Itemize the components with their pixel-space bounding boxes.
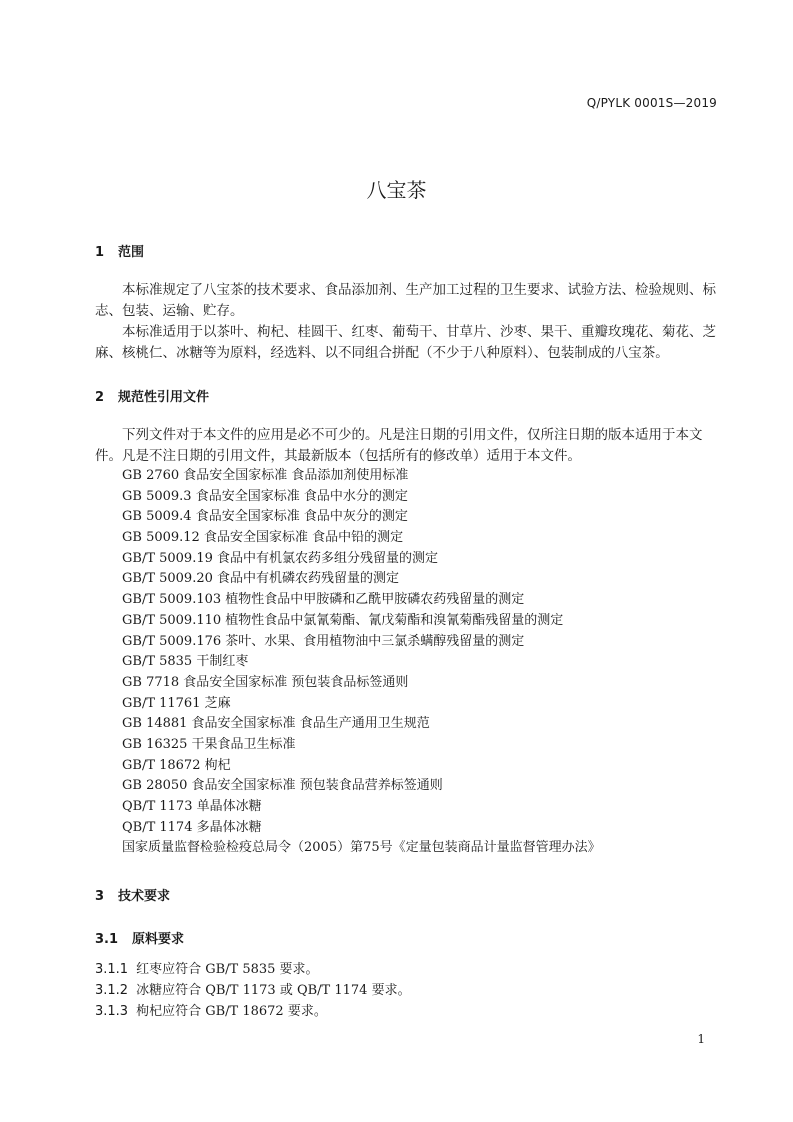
clause-3-1-2 [95, 979, 411, 998]
page-number: 1 [697, 1032, 705, 1046]
subsection-title: 原料要求 [132, 932, 185, 947]
clause-number: 3.1.3 [95, 1004, 129, 1019]
clause-text: 枸杞应符合 GB/T 18672 要求。 [136, 1004, 327, 1019]
reference-item: GB/T 5009.20 食品中有机磷农药残留量的测定 [122, 571, 400, 587]
references-intro: 下列文件对于本文件的应用是必不可少的。凡是注日期的引用文件，仅所注日期的版本适用于本文件。凡是不注日期的引用文件，其最新版本（包括所有的修改单）适用于本文件。 [95, 427, 703, 464]
section-title: 技术要求 [118, 889, 171, 904]
reference-item: GB/T 18672 枸杞 [122, 757, 231, 773]
section-3-heading [95, 885, 170, 904]
section-2-heading [95, 386, 209, 405]
reference-item: GB/T 5009.110 植物性食品中氯氰菊酯、氰戊菊酯和溴氰菊酯残留量的测定 [122, 612, 564, 628]
reference-item: GB 5009.4 食品安全国家标准 食品中灰分的测定 [122, 509, 408, 525]
scope-paragraph-1: 本标准规定了八宝茶的技术要求、食品添加剂、生产加工过程的卫生要求、试验方法、检验规则、标志、包装、运输、贮存。 [95, 282, 716, 319]
document-title: 八宝茶 [366, 178, 427, 202]
clause-text: 红枣应符合 GB/T 5835 要求。 [136, 962, 319, 977]
reference-list [122, 466, 601, 859]
clause-3-1-3 [95, 1000, 327, 1019]
reference-item: GB 16325 干果食品卫生标准 [122, 736, 296, 752]
reference-item: GB 2760 食品安全国家标准 食品添加剂使用标准 [122, 468, 409, 483]
reference-item: GB 5009.3 食品安全国家标准 食品中水分的测定 [122, 488, 408, 504]
section-1-heading [95, 241, 144, 260]
reference-item: QB/T 1174 多晶体冰糖 [122, 819, 262, 835]
reference-item: GB 7718 食品安全国家标准 预包装食品标签通则 [122, 674, 409, 690]
clause-number: 3.1.1 [95, 962, 129, 977]
reference-item: GB 14881 食品安全国家标准 食品生产通用卫生规范 [122, 716, 430, 732]
subsection-3-1-heading [95, 928, 184, 947]
clause-3-1-1 [95, 958, 319, 977]
reference-item: 国家质量监督检验检疫总局令（2005）第75号《定量包装商品计量监督管理办法》 [122, 840, 601, 856]
section-title: 规范性引用文件 [118, 390, 210, 405]
clause-number: 3.1.2 [95, 983, 129, 998]
section-number: 3 [95, 889, 105, 904]
section-number: 2 [95, 390, 105, 405]
reference-item: GB/T 5009.19 食品中有机氯农药多组分残留量的测定 [122, 550, 439, 566]
subsection-number: 3.1 [95, 932, 119, 947]
reference-item: QB/T 1173 单晶体冰糖 [122, 799, 262, 814]
reference-item: GB/T 5009.176 茶叶、水果、食用植物油中三氯杀螨醇残留量的测定 [122, 633, 525, 649]
section-title: 范围 [118, 245, 145, 260]
standard-code: Q/PYLK 0001S—2019 [586, 96, 717, 110]
reference-item: GB/T 11761 芝麻 [122, 695, 231, 711]
reference-item: GB 5009.12 食品安全国家标准 食品中铅的测定 [122, 530, 404, 546]
scope-paragraph-2: 本标准适用于以茶叶、枸杞、桂圆干、红枣、葡萄干、甘草片、沙枣、果干、重瓣玫瑰花、菊花、芝麻、核桃仁、冰糖等为原料，经选料、以不同组合拼配（不少于八种原料）、包装制成的八宝茶。 [95, 324, 716, 361]
clause-text: 冰糖应符合 QB/T 1173 或 QB/T 1174 要求。 [136, 983, 411, 998]
reference-item: GB 28050 食品安全国家标准 预包装食品营养标签通则 [122, 778, 443, 794]
reference-item: GB/T 5009.103 植物性食品中甲胺磷和乙酰甲胺磷农药残留量的测定 [122, 592, 525, 608]
section-number: 1 [95, 245, 105, 260]
reference-item: GB/T 5835 干制红枣 [122, 654, 249, 670]
